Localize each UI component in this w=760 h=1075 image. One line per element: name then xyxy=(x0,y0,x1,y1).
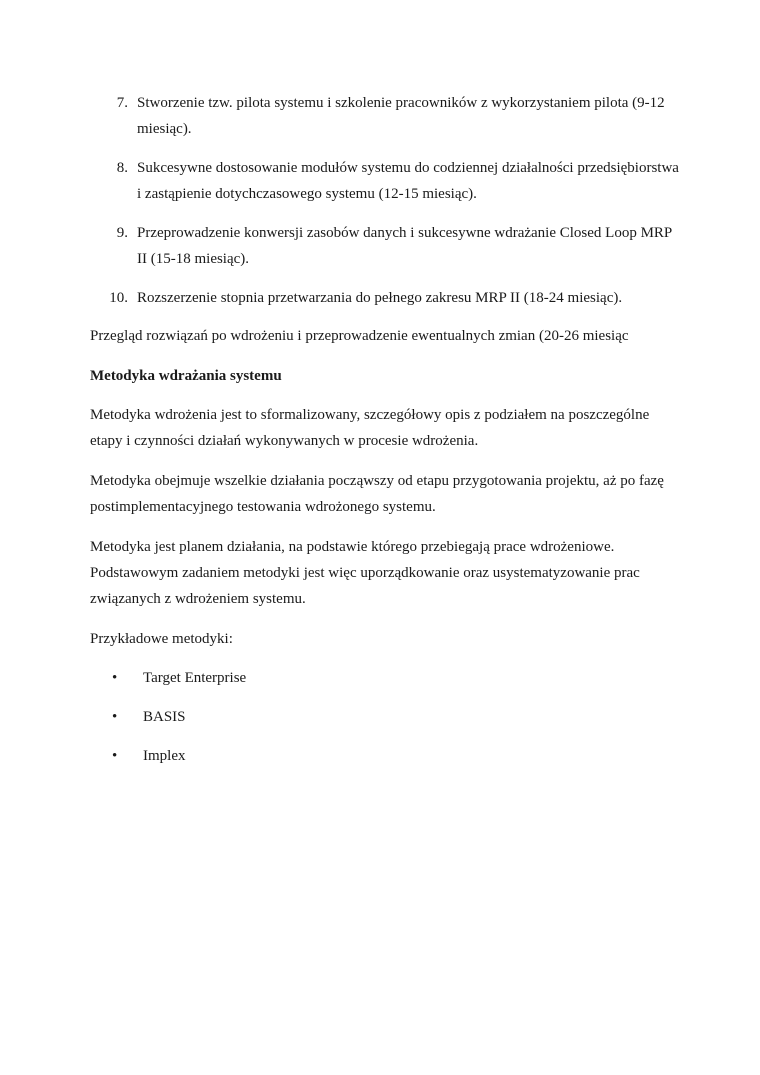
bullet-item xyxy=(90,665,650,691)
bullet-item xyxy=(90,743,650,769)
list-item-number: 8. xyxy=(116,160,128,176)
list-item xyxy=(90,90,680,142)
list-item-text: Rozszerzenie stopnia przetwarzania do pełnego zakresu MRP II (18-24 miesiąc). xyxy=(137,290,623,306)
paragraph-definition: Metodyka wdrożenia jest to sformalizowany, szczegółowy opis z podziałem na poszczególne etapy i czynności działań wykonywanych w procesie wdrożenia. xyxy=(90,407,650,449)
list-item-text: Sukcesywne dostosowanie modułów systemu do codziennej działalności przedsiębiorstwa i zastąpienie dotychczasowego systemu (12-15 miesiąc). xyxy=(137,160,679,202)
list-item-number: 9. xyxy=(116,225,128,241)
bullet-icon: • xyxy=(112,709,118,725)
list-item xyxy=(90,285,680,311)
bullet-item-text: Implex xyxy=(143,748,186,764)
bullet-icon: • xyxy=(112,748,118,764)
bullet-list xyxy=(90,665,650,782)
numbered-list xyxy=(90,90,680,324)
list-item-number: 7. xyxy=(116,95,128,111)
list-item xyxy=(90,220,680,272)
section-heading: Metodyka wdrażania systemu xyxy=(90,368,282,384)
paragraph-scope: Metodyka obejmuje wszelkie działania począwszy od etapu przygotowania projektu, aż po fazę postimplementacyjnego testowania wdrożonego systemu. xyxy=(90,473,664,515)
continuation-paragraph: Przegląd rozwiązań po wdrożeniu i przeprowadzenie ewentualnych zmian (20-26 miesiąc xyxy=(90,328,629,344)
list-item-text: Stworzenie tzw. pilota systemu i szkolenie pracowników z wykorzystaniem pilota (9-12 miesiąc). xyxy=(137,95,665,137)
bullet-icon: • xyxy=(112,670,118,686)
bullet-item-text: BASIS xyxy=(143,709,186,725)
bullet-item xyxy=(90,704,650,730)
paragraph-examples-intro: Przykładowe metodyki: xyxy=(90,631,233,647)
paragraph-plan: Metodyka jest planem działania, na podstawie którego przebiegają prace wdrożeniowe. Podstawowym zadaniem metodyki jest więc uporządkowanie oraz usystematyzowanie prac związanych z wdrożeniem systemu. xyxy=(90,539,640,607)
list-item xyxy=(90,155,680,207)
list-item-text: Przeprowadzenie konwersji zasobów danych i sukcesywne wdrażanie Closed Loop MRP II (15-18 miesiąc). xyxy=(137,225,672,267)
list-item-number: 10. xyxy=(109,290,128,306)
bullet-item-text: Target Enterprise xyxy=(143,670,247,686)
